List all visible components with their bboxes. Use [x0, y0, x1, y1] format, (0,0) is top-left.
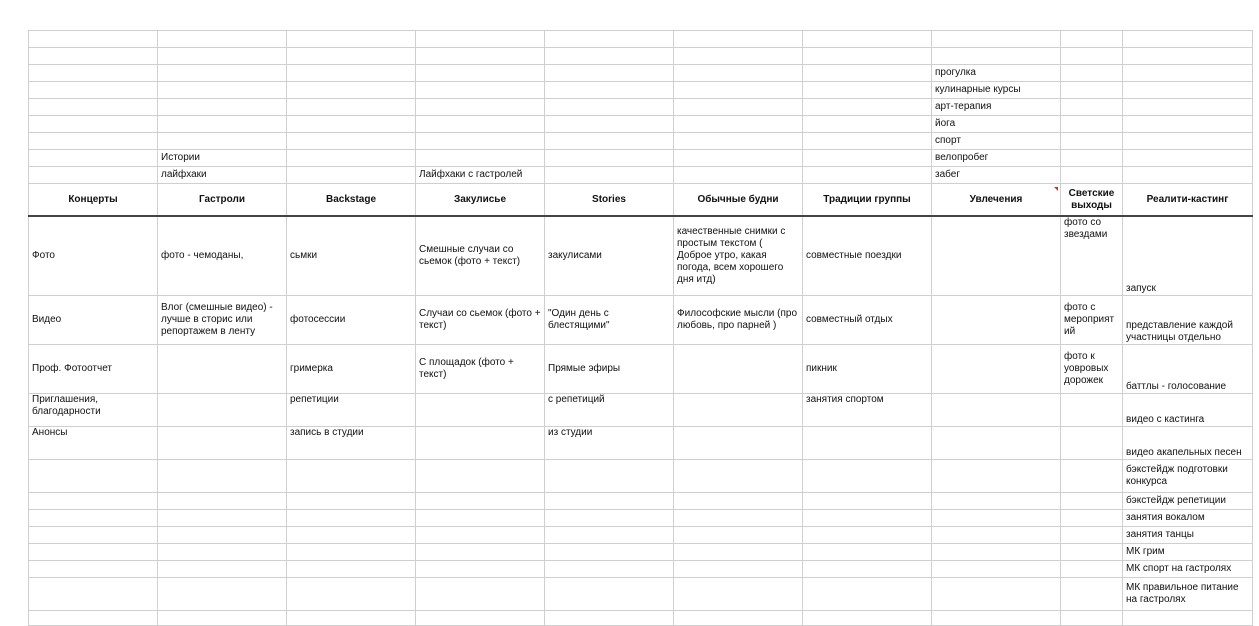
sheet-cell[interactable]	[287, 527, 416, 544]
sheet-cell[interactable]	[287, 544, 416, 561]
sheet-cell[interactable]	[416, 510, 545, 527]
sheet-row	[29, 493, 1253, 510]
sheet-cell[interactable]	[287, 99, 416, 116]
sheet-cell[interactable]	[158, 133, 287, 150]
sheet-cell[interactable]	[287, 561, 416, 578]
sheet-cell[interactable]: представление каждой участницы отдельно	[1123, 296, 1253, 345]
sheet-cell[interactable]: лайфхаки	[158, 167, 287, 184]
sheet-cell[interactable]: занятия вокалом	[1123, 510, 1253, 527]
sheet-cell[interactable]: фото - чемоданы,	[158, 216, 287, 296]
sheet-row	[29, 527, 1253, 544]
sheet-cell[interactable]	[1061, 31, 1123, 48]
sheet-cell[interactable]	[674, 578, 803, 611]
sheet-cell[interactable]	[932, 427, 1061, 460]
sheet-cell[interactable]	[287, 48, 416, 65]
column-header[interactable]: Закулисье	[416, 184, 545, 217]
sheet-cell[interactable]	[158, 345, 287, 394]
sheet-cell[interactable]	[158, 82, 287, 99]
sheet-cell[interactable]: сьмки	[287, 216, 416, 296]
sheet-cell[interactable]	[416, 150, 545, 167]
sheet-cell[interactable]	[803, 167, 932, 184]
sheet-cell[interactable]	[1061, 133, 1123, 150]
sheet-cell[interactable]	[932, 394, 1061, 427]
sheet-cell[interactable]	[416, 578, 545, 611]
sheet-cell[interactable]	[1123, 48, 1253, 65]
sheet-cell[interactable]	[545, 116, 674, 133]
sheet-cell[interactable]: Прямые эфиры	[545, 345, 674, 394]
sheet-cell[interactable]	[932, 216, 1061, 296]
sheet-row	[29, 578, 1253, 611]
sheet-cell[interactable]	[416, 31, 545, 48]
sheet-cell[interactable]	[287, 493, 416, 510]
sheet-cell[interactable]: велопробег	[932, 150, 1061, 167]
sheet-cell[interactable]	[545, 150, 674, 167]
sheet-cell[interactable]	[29, 116, 158, 133]
sheet-cell[interactable]: пикник	[803, 345, 932, 394]
sheet-row	[29, 116, 1253, 133]
sheet-cell[interactable]	[1123, 167, 1253, 184]
sheet-cell[interactable]	[416, 427, 545, 460]
sheet-row	[29, 345, 1253, 394]
sheet-cell[interactable]: кулинарные курсы	[932, 82, 1061, 99]
sheet-row	[29, 427, 1253, 460]
sheet-cell[interactable]	[932, 460, 1061, 493]
sheet-cell[interactable]: арт-терапия	[932, 99, 1061, 116]
sheet-cell[interactable]: Фото	[29, 216, 158, 296]
sheet-cell[interactable]	[416, 561, 545, 578]
sheet-cell[interactable]: Приглашения, благодарности	[29, 394, 158, 427]
column-header[interactable]: Stories	[545, 184, 674, 217]
sheet-cell[interactable]: гримерка	[287, 345, 416, 394]
sheet-row	[29, 611, 1253, 626]
sheet-cell[interactable]	[545, 65, 674, 82]
sheet-cell[interactable]	[803, 611, 932, 626]
sheet-cell[interactable]: из студии	[545, 427, 674, 460]
sheet-cell[interactable]	[545, 48, 674, 65]
sheet-cell[interactable]	[29, 527, 158, 544]
sheet-cell[interactable]: видео акапельных песен	[1123, 427, 1253, 460]
sheet-cell[interactable]	[1123, 99, 1253, 116]
sheet-cell[interactable]: запуск	[1123, 216, 1253, 296]
sheet-cell[interactable]	[287, 65, 416, 82]
sheet-cell[interactable]	[932, 31, 1061, 48]
sheet-cell[interactable]: баттлы - голосование	[1123, 345, 1253, 394]
sheet-cell[interactable]	[1123, 82, 1253, 99]
sheet-row	[29, 460, 1253, 493]
sheet-cell[interactable]: Философские мысли (про любовь, про парней )	[674, 296, 803, 345]
sheet-cell[interactable]	[1061, 460, 1123, 493]
sheet-cell[interactable]	[1061, 493, 1123, 510]
sheet-cell[interactable]	[545, 527, 674, 544]
sheet-cell[interactable]	[158, 460, 287, 493]
sheet-cell[interactable]	[1123, 133, 1253, 150]
sheet-cell[interactable]	[1061, 82, 1123, 99]
sheet-cell[interactable]	[1061, 48, 1123, 65]
sheet-cell[interactable]: фото со звездами	[1061, 216, 1123, 296]
sheet-cell[interactable]	[287, 167, 416, 184]
sheet-cell[interactable]	[1123, 150, 1253, 167]
sheet-row	[29, 65, 1253, 82]
sheet-cell[interactable]	[674, 394, 803, 427]
sheet-cell[interactable]	[416, 394, 545, 427]
sheet-cell[interactable]	[287, 116, 416, 133]
sheet-cell[interactable]	[932, 527, 1061, 544]
sheet-cell[interactable]	[416, 527, 545, 544]
sheet-cell[interactable]	[287, 578, 416, 611]
sheet-cell[interactable]	[29, 150, 158, 167]
sheet-row	[29, 394, 1253, 427]
sheet-cell[interactable]	[158, 561, 287, 578]
sheet-cell[interactable]	[545, 510, 674, 527]
sheet-cell[interactable]	[674, 133, 803, 150]
sheet-row	[29, 167, 1253, 184]
sheet-cell[interactable]	[545, 31, 674, 48]
sheet-cell[interactable]	[674, 48, 803, 65]
sheet-cell[interactable]: запись в студии	[287, 427, 416, 460]
sheet-cell[interactable]	[158, 527, 287, 544]
sheet-cell[interactable]	[1123, 116, 1253, 133]
sheet-cell[interactable]	[1061, 394, 1123, 427]
sheet-cell[interactable]	[416, 48, 545, 65]
sheet-cell[interactable]	[287, 510, 416, 527]
sheet-cell[interactable]	[545, 578, 674, 611]
sheet-cell[interactable]	[545, 493, 674, 510]
sheet-cell[interactable]: С площадок (фото + текст)	[416, 345, 545, 394]
sheet-cell[interactable]	[29, 510, 158, 527]
sheet-cell[interactable]	[932, 48, 1061, 65]
sheet-cell[interactable]: прогулка	[932, 65, 1061, 82]
sheet-cell[interactable]	[1061, 65, 1123, 82]
sheet-cell[interactable]	[803, 510, 932, 527]
sheet-cell[interactable]	[932, 493, 1061, 510]
sheet-cell[interactable]: Лайфхаки с гастролей	[416, 167, 545, 184]
sheet-cell[interactable]	[674, 427, 803, 460]
sheet-cell[interactable]: с репетиций	[545, 394, 674, 427]
sheet-cell[interactable]	[803, 99, 932, 116]
sheet-cell[interactable]	[803, 65, 932, 82]
sheet-cell[interactable]	[545, 611, 674, 626]
sheet-cell[interactable]	[29, 544, 158, 561]
sheet-cell[interactable]	[29, 561, 158, 578]
sheet-cell[interactable]	[29, 611, 158, 626]
sheet-cell[interactable]	[545, 460, 674, 493]
sheet-cell[interactable]	[803, 133, 932, 150]
sheet-row	[29, 31, 1253, 48]
sheet-cell[interactable]	[803, 82, 932, 99]
sheet-cell[interactable]	[29, 65, 158, 82]
sheet-cell[interactable]	[803, 116, 932, 133]
header-row	[29, 184, 1253, 217]
sheet-row	[29, 561, 1253, 578]
sheet-cell[interactable]: фото с мероприятий	[1061, 296, 1123, 345]
sheet-cell[interactable]	[29, 493, 158, 510]
sheet-cell[interactable]: совместный отдых	[803, 296, 932, 345]
sheet-cell[interactable]	[674, 82, 803, 99]
sheet-cell[interactable]	[932, 561, 1061, 578]
sheet-row	[29, 133, 1253, 150]
sheet-cell[interactable]	[287, 82, 416, 99]
sheet-cell[interactable]	[1061, 578, 1123, 611]
sheet-cell[interactable]	[158, 31, 287, 48]
sheet-cell[interactable]	[674, 544, 803, 561]
sheet-cell[interactable]	[803, 427, 932, 460]
sheet-cell[interactable]	[1061, 116, 1123, 133]
sheet-cell[interactable]	[932, 578, 1061, 611]
sheet-row	[29, 296, 1253, 345]
sheet-cell[interactable]: МК грим	[1123, 544, 1253, 561]
sheet-cell[interactable]	[803, 578, 932, 611]
sheet-cell[interactable]	[803, 31, 932, 48]
sheet-cell[interactable]	[932, 296, 1061, 345]
sheet-cell[interactable]	[803, 544, 932, 561]
column-header[interactable]: Гастроли	[158, 184, 287, 217]
sheet-cell[interactable]	[158, 611, 287, 626]
comment-indicator	[1054, 187, 1058, 191]
sheet-cell[interactable]: совместные поездки	[803, 216, 932, 296]
sheet-cell[interactable]	[416, 493, 545, 510]
sheet-cell[interactable]	[932, 611, 1061, 626]
column-header[interactable]: Обычные будни	[674, 184, 803, 217]
sheet-cell[interactable]	[674, 527, 803, 544]
sheet-cell[interactable]	[803, 527, 932, 544]
sheet-cell[interactable]	[287, 133, 416, 150]
sheet-cell[interactable]: закулисами	[545, 216, 674, 296]
sheet-cell[interactable]	[674, 65, 803, 82]
sheet-cell[interactable]: "Один день с блестящими"	[545, 296, 674, 345]
sheet-cell[interactable]: Видео	[29, 296, 158, 345]
sheet-cell[interactable]	[416, 116, 545, 133]
sheet-cell[interactable]	[158, 99, 287, 116]
column-header[interactable]: Светские выходы	[1061, 184, 1123, 217]
sheet-cell[interactable]	[158, 65, 287, 82]
sheet-cell[interactable]	[158, 48, 287, 65]
sheet-cell[interactable]	[287, 31, 416, 48]
sheet-cell[interactable]	[29, 578, 158, 611]
sheet-cell[interactable]	[158, 578, 287, 611]
sheet-row	[29, 82, 1253, 99]
sheet-cell[interactable]	[416, 460, 545, 493]
sheet-cell[interactable]: занятия спортом	[803, 394, 932, 427]
sheet-cell[interactable]: Случаи со сьемок (фото + текст)	[416, 296, 545, 345]
sheet-cell[interactable]: бэкстейдж подготовки конкурса	[1123, 460, 1253, 493]
sheet-cell[interactable]: МК правильное питание на гастролях	[1123, 578, 1253, 611]
sheet-cell[interactable]: Смешные случаи со сьемок (фото + текст)	[416, 216, 545, 296]
sheet-cell[interactable]	[674, 167, 803, 184]
sheet-cell[interactable]: Проф. Фотоотчет	[29, 345, 158, 394]
sheet-cell[interactable]	[416, 99, 545, 116]
sheet-cell[interactable]	[545, 133, 674, 150]
sheet-cell[interactable]	[29, 31, 158, 48]
sheet-cell[interactable]	[1061, 427, 1123, 460]
sheet-row	[29, 48, 1253, 65]
sheet-cell[interactable]	[29, 167, 158, 184]
sheet-cell[interactable]	[416, 65, 545, 82]
column-header[interactable]: Традиции группы	[803, 184, 932, 217]
sheet-cell[interactable]	[932, 544, 1061, 561]
sheet-cell[interactable]	[416, 611, 545, 626]
sheet-cell[interactable]	[29, 460, 158, 493]
sheet-row	[29, 544, 1253, 561]
sheet-cell[interactable]	[1061, 527, 1123, 544]
sheet-cell[interactable]	[803, 48, 932, 65]
sheet-row	[29, 150, 1253, 167]
column-header[interactable]: Увлечения	[932, 184, 1061, 217]
sheet-cell[interactable]	[287, 460, 416, 493]
sheet-cell[interactable]: фотосессии	[287, 296, 416, 345]
sheet-cell[interactable]	[158, 394, 287, 427]
sheet-cell[interactable]	[674, 150, 803, 167]
sheet-cell[interactable]	[29, 82, 158, 99]
sheet-cell[interactable]: качественные снимки с простым текстом ( Доброе утро, какая погода, всем хорошего дня итд)	[674, 216, 803, 296]
sheet-cell[interactable]	[803, 561, 932, 578]
sheet-cell[interactable]	[545, 82, 674, 99]
sheet-cell[interactable]: МК спорт на гастролях	[1123, 561, 1253, 578]
sheet-cell[interactable]: Влог (смешные видео) - лучше в сторис или репортажем в ленту	[158, 296, 287, 345]
sheet-cell[interactable]	[674, 345, 803, 394]
sheet-row	[29, 99, 1253, 116]
sheet-cell[interactable]	[803, 493, 932, 510]
sheet-cell[interactable]: занятия танцы	[1123, 527, 1253, 544]
sheet-cell[interactable]	[674, 31, 803, 48]
sheet-cell[interactable]: йога	[932, 116, 1061, 133]
column-header[interactable]: Концерты	[29, 184, 158, 217]
sheet-cell[interactable]	[674, 611, 803, 626]
sheet-cell[interactable]	[1123, 611, 1253, 626]
sheet-cell[interactable]	[1123, 31, 1253, 48]
sheet-cell[interactable]	[1061, 611, 1123, 626]
sheet-cell[interactable]	[674, 116, 803, 133]
sheet-cell[interactable]	[545, 561, 674, 578]
sheet-cell[interactable]: Истории	[158, 150, 287, 167]
column-header[interactable]: Реалити-кастинг	[1123, 184, 1253, 217]
sheet-cell[interactable]	[158, 510, 287, 527]
sheet-cell[interactable]	[158, 116, 287, 133]
sheet-cell[interactable]: забег	[932, 167, 1061, 184]
sheet-cell[interactable]	[1061, 150, 1123, 167]
sheet-cell[interactable]	[1123, 65, 1253, 82]
sheet-cell[interactable]	[674, 561, 803, 578]
sheet-cell[interactable]	[803, 150, 932, 167]
sheet-cell[interactable]	[1061, 561, 1123, 578]
sheet-cell[interactable]	[158, 427, 287, 460]
sheet-cell[interactable]	[1061, 99, 1123, 116]
sheet-cell[interactable]	[674, 493, 803, 510]
sheet-cell[interactable]	[674, 460, 803, 493]
sheet-cell[interactable]	[1061, 510, 1123, 527]
sheet-cell[interactable]	[1061, 167, 1123, 184]
sheet-cell[interactable]	[545, 167, 674, 184]
sheet-cell[interactable]	[932, 510, 1061, 527]
sheet-cell[interactable]: Анонсы	[29, 427, 158, 460]
sheet-cell[interactable]	[158, 544, 287, 561]
sheet-cell[interactable]	[29, 48, 158, 65]
sheet-cell[interactable]: репетиции	[287, 394, 416, 427]
spreadsheet-grid	[28, 30, 1253, 626]
sheet-cell[interactable]	[416, 82, 545, 99]
sheet-cell[interactable]: спорт	[932, 133, 1061, 150]
sheet-cell[interactable]	[674, 510, 803, 527]
sheet-cell[interactable]	[545, 544, 674, 561]
sheet-cell[interactable]	[416, 133, 545, 150]
sheet-cell[interactable]	[545, 99, 674, 116]
sheet-cell[interactable]: видео с кастинга	[1123, 394, 1253, 427]
sheet-cell[interactable]	[674, 99, 803, 116]
sheet-cell[interactable]	[287, 611, 416, 626]
sheet-cell[interactable]	[158, 493, 287, 510]
sheet-cell[interactable]	[1061, 544, 1123, 561]
sheet-cell[interactable]	[416, 544, 545, 561]
sheet-row	[29, 510, 1253, 527]
sheet-cell[interactable]: фото к уовровых дорожек	[1061, 345, 1123, 394]
sheet-cell[interactable]	[803, 460, 932, 493]
sheet-cell[interactable]	[29, 133, 158, 150]
sheet-cell[interactable]: бэкстейдж репетиции	[1123, 493, 1253, 510]
sheet-cell[interactable]	[287, 150, 416, 167]
sheet-cell[interactable]	[29, 99, 158, 116]
sheet-cell[interactable]	[932, 345, 1061, 394]
sheet-row	[29, 216, 1253, 296]
column-header[interactable]: Backstage	[287, 184, 416, 217]
